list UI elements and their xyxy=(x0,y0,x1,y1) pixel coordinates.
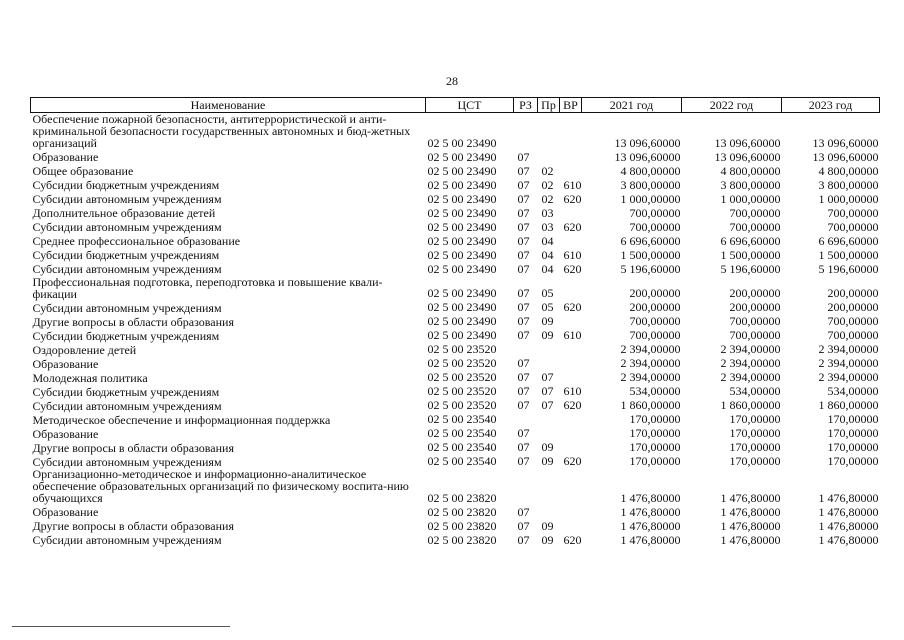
row-vr: 620 xyxy=(563,261,582,276)
table-row xyxy=(31,426,880,440)
row-2022: 13 096,60000 xyxy=(714,135,781,150)
row-pr: 09 xyxy=(541,314,554,329)
row-cst: 02 5 00 23490 xyxy=(427,219,497,234)
row-name: Субсидии автономным учреждениям xyxy=(32,220,222,235)
table-row xyxy=(31,220,880,234)
row-pr: 07 xyxy=(541,370,554,385)
table-row xyxy=(31,342,880,356)
row-2021: 534,00000 xyxy=(629,384,681,399)
row-pr: 05 xyxy=(541,300,554,315)
row-pr xyxy=(538,468,560,505)
row-name: Методическое обеспечение и информационная поддержка xyxy=(32,412,331,427)
row-pr: 07 xyxy=(541,384,554,399)
header-2021: 2021 год xyxy=(582,98,682,113)
row-pr: 03 xyxy=(541,219,554,234)
row-cst: 02 5 00 23520 xyxy=(427,384,497,399)
row-cst: 02 5 00 23490 xyxy=(427,149,497,164)
row-2023: 700,00000 xyxy=(827,219,879,234)
row-2021: 5 196,60000 xyxy=(620,261,681,276)
row-vr xyxy=(560,505,582,519)
row-2022: 6 696,60000 xyxy=(720,233,781,248)
row-2022: 170,00000 xyxy=(729,412,781,427)
row-vr xyxy=(560,164,582,178)
row-cst: 02 5 00 23540 xyxy=(427,412,497,427)
row-pr: 04 xyxy=(541,233,554,248)
row-2021: 170,00000 xyxy=(629,440,681,455)
row-vr: 620 xyxy=(563,398,582,413)
footer-divider xyxy=(12,626,230,627)
row-rz: 07 xyxy=(517,205,530,220)
row-pr xyxy=(538,113,560,150)
row-cst: 02 5 00 23490 xyxy=(427,286,497,301)
table-row xyxy=(31,468,880,505)
row-vr xyxy=(560,206,582,220)
row-name: Обеспечение пожарной безопасности, антитеррористической и анти-криминальной безопасности государственных автономных и бюд-жетных организаций xyxy=(32,112,411,151)
row-name: Другие вопросы в области образования xyxy=(32,519,234,534)
row-name: Субсидии бюджетным учреждениям xyxy=(32,328,220,343)
row-vr xyxy=(560,370,582,384)
table-row xyxy=(31,234,880,248)
row-cst: 02 5 00 23520 xyxy=(427,398,497,413)
row-2022: 1 476,80000 xyxy=(720,532,781,547)
row-vr: 610 xyxy=(563,247,582,262)
row-cst: 02 5 00 23490 xyxy=(427,314,497,329)
row-2023: 2 394,00000 xyxy=(818,356,879,371)
table-row xyxy=(31,384,880,398)
row-rz: 07 xyxy=(517,328,530,343)
row-2023: 1 476,80000 xyxy=(818,504,879,519)
row-rz: 07 xyxy=(517,191,530,206)
row-name: Субсидии бюджетным учреждениям xyxy=(32,248,220,263)
table-row xyxy=(31,262,880,276)
row-rz: 07 xyxy=(517,454,530,469)
row-2021: 700,00000 xyxy=(629,205,681,220)
row-2022: 1 476,80000 xyxy=(720,504,781,519)
row-rz: 07 xyxy=(517,370,530,385)
row-cst: 02 5 00 23520 xyxy=(427,342,497,357)
table-row xyxy=(31,113,880,150)
row-pr: 09 xyxy=(541,328,554,343)
row-cst: 02 5 00 23540 xyxy=(427,426,497,441)
row-name: Субсидии автономным учреждениям xyxy=(32,533,222,548)
row-vr xyxy=(560,468,582,505)
row-name: Субсидии бюджетным учреждениям xyxy=(32,178,220,193)
row-vr xyxy=(560,150,582,164)
table-row xyxy=(31,192,880,206)
table-row xyxy=(31,206,880,220)
row-rz xyxy=(514,412,538,426)
budget-table xyxy=(30,97,880,547)
row-vr xyxy=(560,440,582,454)
row-name: Молодежная политика xyxy=(32,370,148,385)
row-pr xyxy=(538,150,560,164)
row-2022: 200,00000 xyxy=(729,286,781,301)
row-cst: 02 5 00 23490 xyxy=(427,135,497,150)
row-rz: 07 xyxy=(517,219,530,234)
row-2023: 700,00000 xyxy=(827,205,879,220)
row-rz: 07 xyxy=(517,398,530,413)
table-row xyxy=(31,454,880,468)
row-pr: 09 xyxy=(541,518,554,533)
row-pr: 02 xyxy=(541,191,554,206)
row-2023: 6 696,60000 xyxy=(818,233,879,248)
header-vr: ВР xyxy=(560,98,582,113)
row-vr xyxy=(560,426,582,440)
row-rz: 07 xyxy=(517,300,530,315)
row-vr: 620 xyxy=(563,219,582,234)
row-name: Общее образование xyxy=(32,164,134,179)
row-2022: 200,00000 xyxy=(729,300,781,315)
row-2023: 2 394,00000 xyxy=(818,342,879,357)
row-2022: 700,00000 xyxy=(729,314,781,329)
row-name: Дополнительное образование детей xyxy=(32,206,216,221)
row-pr: 05 xyxy=(541,286,554,301)
row-vr: 620 xyxy=(563,300,582,315)
row-rz xyxy=(514,342,538,356)
table-row xyxy=(31,328,880,342)
row-rz: 07 xyxy=(517,261,530,276)
row-2021: 200,00000 xyxy=(629,286,681,301)
row-2021: 1 476,80000 xyxy=(620,490,681,505)
row-vr xyxy=(560,519,582,533)
row-vr xyxy=(560,412,582,426)
table-row xyxy=(31,314,880,328)
row-2022: 1 476,80000 xyxy=(720,490,781,505)
row-2021: 170,00000 xyxy=(629,454,681,469)
row-2021: 3 800,00000 xyxy=(620,177,681,192)
row-pr xyxy=(538,342,560,356)
row-2022: 1 476,80000 xyxy=(720,518,781,533)
row-2021: 2 394,00000 xyxy=(620,370,681,385)
row-pr: 02 xyxy=(541,177,554,192)
row-name: Субсидии бюджетным учреждениям xyxy=(32,384,220,399)
row-cst: 02 5 00 23490 xyxy=(427,261,497,276)
row-2023: 4 800,00000 xyxy=(818,163,879,178)
row-cst: 02 5 00 23490 xyxy=(427,328,497,343)
header-rz: РЗ xyxy=(514,98,538,113)
row-2022: 13 096,60000 xyxy=(714,149,781,164)
row-pr: 04 xyxy=(541,247,554,262)
row-2021: 170,00000 xyxy=(629,412,681,427)
row-pr xyxy=(538,412,560,426)
row-name: Другие вопросы в области образования xyxy=(32,314,234,329)
row-name: Субсидии автономным учреждениям xyxy=(32,398,222,413)
table-row xyxy=(31,440,880,454)
row-2021: 13 096,60000 xyxy=(614,149,681,164)
row-2022: 1 500,00000 xyxy=(720,247,781,262)
row-vr: 610 xyxy=(563,177,582,192)
table-header-row xyxy=(31,98,880,113)
table-row xyxy=(31,248,880,262)
row-2022: 3 800,00000 xyxy=(720,177,781,192)
row-2022: 2 394,00000 xyxy=(720,370,781,385)
row-name: Субсидии автономным учреждениям xyxy=(32,454,222,469)
row-rz: 07 xyxy=(517,384,530,399)
row-name: Образование xyxy=(32,426,99,441)
row-name: Субсидии автономным учреждениям xyxy=(32,300,222,315)
row-cst: 02 5 00 23820 xyxy=(427,532,497,547)
row-2022: 700,00000 xyxy=(729,328,781,343)
row-cst: 02 5 00 23820 xyxy=(427,504,497,519)
header-pr: Пр xyxy=(538,98,560,113)
row-2022: 2 394,00000 xyxy=(720,342,781,357)
row-rz xyxy=(514,113,538,150)
row-cst: 02 5 00 23490 xyxy=(427,247,497,262)
row-2021: 2 394,00000 xyxy=(620,342,681,357)
table-row xyxy=(31,533,880,547)
row-pr xyxy=(538,356,560,370)
table-row xyxy=(31,164,880,178)
row-vr xyxy=(560,342,582,356)
row-cst: 02 5 00 23540 xyxy=(427,454,497,469)
row-2023: 1 500,00000 xyxy=(818,247,879,262)
row-2021: 1 860,00000 xyxy=(620,398,681,413)
row-pr: 03 xyxy=(541,205,554,220)
row-cst: 02 5 00 23820 xyxy=(427,490,497,505)
row-2021: 6 696,60000 xyxy=(620,233,681,248)
row-2022: 5 196,60000 xyxy=(720,261,781,276)
row-2021: 1 500,00000 xyxy=(620,247,681,262)
row-rz: 07 xyxy=(517,149,530,164)
row-vr xyxy=(560,314,582,328)
row-vr: 620 xyxy=(563,532,582,547)
row-name: Образование xyxy=(32,356,99,371)
table-row xyxy=(31,356,880,370)
row-2022: 170,00000 xyxy=(729,454,781,469)
row-2022: 700,00000 xyxy=(729,205,781,220)
page-number: 28 xyxy=(446,74,458,88)
row-2022: 2 394,00000 xyxy=(720,356,781,371)
row-2022: 4 800,00000 xyxy=(720,163,781,178)
row-2022: 1 860,00000 xyxy=(720,398,781,413)
row-vr xyxy=(560,113,582,150)
row-pr xyxy=(538,505,560,519)
row-rz: 07 xyxy=(517,233,530,248)
row-2023: 700,00000 xyxy=(827,328,879,343)
row-pr: 09 xyxy=(541,532,554,547)
header-name: Наименование xyxy=(31,98,426,113)
table-row xyxy=(31,505,880,519)
row-pr: 09 xyxy=(541,454,554,469)
row-rz: 07 xyxy=(517,532,530,547)
row-2023: 1 476,80000 xyxy=(818,518,879,533)
row-vr: 610 xyxy=(563,328,582,343)
row-2021: 1 476,80000 xyxy=(620,532,681,547)
row-name: Субсидии автономным учреждениям xyxy=(32,262,222,277)
row-rz xyxy=(514,468,538,505)
row-vr: 620 xyxy=(563,454,582,469)
row-2023: 1 860,00000 xyxy=(818,398,879,413)
row-2023: 170,00000 xyxy=(827,412,879,427)
row-cst: 02 5 00 23490 xyxy=(427,163,497,178)
row-cst: 02 5 00 23490 xyxy=(427,300,497,315)
row-2022: 700,00000 xyxy=(729,219,781,234)
row-2023: 2 394,00000 xyxy=(818,370,879,385)
row-2021: 700,00000 xyxy=(629,314,681,329)
row-cst: 02 5 00 23520 xyxy=(427,356,497,371)
table-row xyxy=(31,370,880,384)
row-2023: 3 800,00000 xyxy=(818,177,879,192)
row-rz: 07 xyxy=(517,163,530,178)
row-rz: 07 xyxy=(517,356,530,371)
row-2022: 170,00000 xyxy=(729,440,781,455)
row-name: Образование xyxy=(32,505,99,520)
row-2021: 170,00000 xyxy=(629,426,681,441)
row-vr xyxy=(560,356,582,370)
row-rz: 07 xyxy=(517,504,530,519)
row-rz: 07 xyxy=(517,247,530,262)
row-cst: 02 5 00 23540 xyxy=(427,440,497,455)
row-2023: 1 476,80000 xyxy=(818,532,879,547)
row-cst: 02 5 00 23490 xyxy=(427,177,497,192)
row-name: Среднее профессиональное образование xyxy=(32,234,241,249)
row-2023: 1 476,80000 xyxy=(818,490,879,505)
row-2021: 1 000,00000 xyxy=(620,191,681,206)
table-row xyxy=(31,300,880,314)
row-rz: 07 xyxy=(517,426,530,441)
row-rz: 07 xyxy=(517,518,530,533)
row-2023: 13 096,60000 xyxy=(812,149,879,164)
row-2021: 1 476,80000 xyxy=(620,504,681,519)
header-cst: ЦСТ xyxy=(426,98,514,113)
table-row xyxy=(31,276,880,300)
row-vr: 610 xyxy=(563,384,582,399)
table-row xyxy=(31,519,880,533)
row-2023: 534,00000 xyxy=(827,384,879,399)
row-2021: 4 800,00000 xyxy=(620,163,681,178)
row-2021: 13 096,60000 xyxy=(614,135,681,150)
row-name: Образование xyxy=(32,150,99,165)
table-row xyxy=(31,150,880,164)
row-2023: 700,00000 xyxy=(827,314,879,329)
row-2022: 534,00000 xyxy=(729,384,781,399)
row-2023: 13 096,60000 xyxy=(812,135,879,150)
row-name: Другие вопросы в области образования xyxy=(32,440,234,455)
row-pr: 07 xyxy=(541,398,554,413)
row-cst: 02 5 00 23520 xyxy=(427,370,497,385)
row-rz: 07 xyxy=(517,286,530,301)
table-row xyxy=(31,412,880,426)
row-2023: 200,00000 xyxy=(827,300,879,315)
row-2021: 700,00000 xyxy=(629,219,681,234)
row-2022: 170,00000 xyxy=(729,426,781,441)
row-name: Организационно-методическое и информационно-аналитическое обеспечение образовательных организаций по физическому воспита-нию обучающихся xyxy=(32,467,409,506)
row-2021: 2 394,00000 xyxy=(620,356,681,371)
row-pr xyxy=(538,426,560,440)
row-cst: 02 5 00 23490 xyxy=(427,205,497,220)
header-2022: 2022 год xyxy=(682,98,782,113)
row-2021: 1 476,80000 xyxy=(620,518,681,533)
row-cst: 02 5 00 23490 xyxy=(427,233,497,248)
table-row xyxy=(31,178,880,192)
row-rz: 07 xyxy=(517,314,530,329)
table-row xyxy=(31,398,880,412)
row-2023: 200,00000 xyxy=(827,286,879,301)
row-name: Профессиональная подготовка, переподготовка и повышение квали-фикации xyxy=(32,274,383,301)
row-name: Оздоровление детей xyxy=(32,342,137,357)
row-2023: 170,00000 xyxy=(827,440,879,455)
row-2023: 170,00000 xyxy=(827,454,879,469)
row-pr: 09 xyxy=(541,440,554,455)
row-2021: 200,00000 xyxy=(629,300,681,315)
row-pr: 02 xyxy=(541,163,554,178)
row-2023: 5 196,60000 xyxy=(818,261,879,276)
row-vr: 620 xyxy=(563,191,582,206)
row-vr xyxy=(560,234,582,248)
header-2023: 2023 год xyxy=(782,98,880,113)
row-cst: 02 5 00 23820 xyxy=(427,518,497,533)
row-pr: 04 xyxy=(541,261,554,276)
row-2023: 170,00000 xyxy=(827,426,879,441)
row-2021: 700,00000 xyxy=(629,328,681,343)
row-vr xyxy=(560,276,582,300)
row-2023: 1 000,00000 xyxy=(818,191,879,206)
row-name: Субсидии автономным учреждениям xyxy=(32,192,222,207)
row-cst: 02 5 00 23490 xyxy=(427,191,497,206)
row-rz: 07 xyxy=(517,177,530,192)
row-2022: 1 000,00000 xyxy=(720,191,781,206)
row-rz: 07 xyxy=(517,440,530,455)
